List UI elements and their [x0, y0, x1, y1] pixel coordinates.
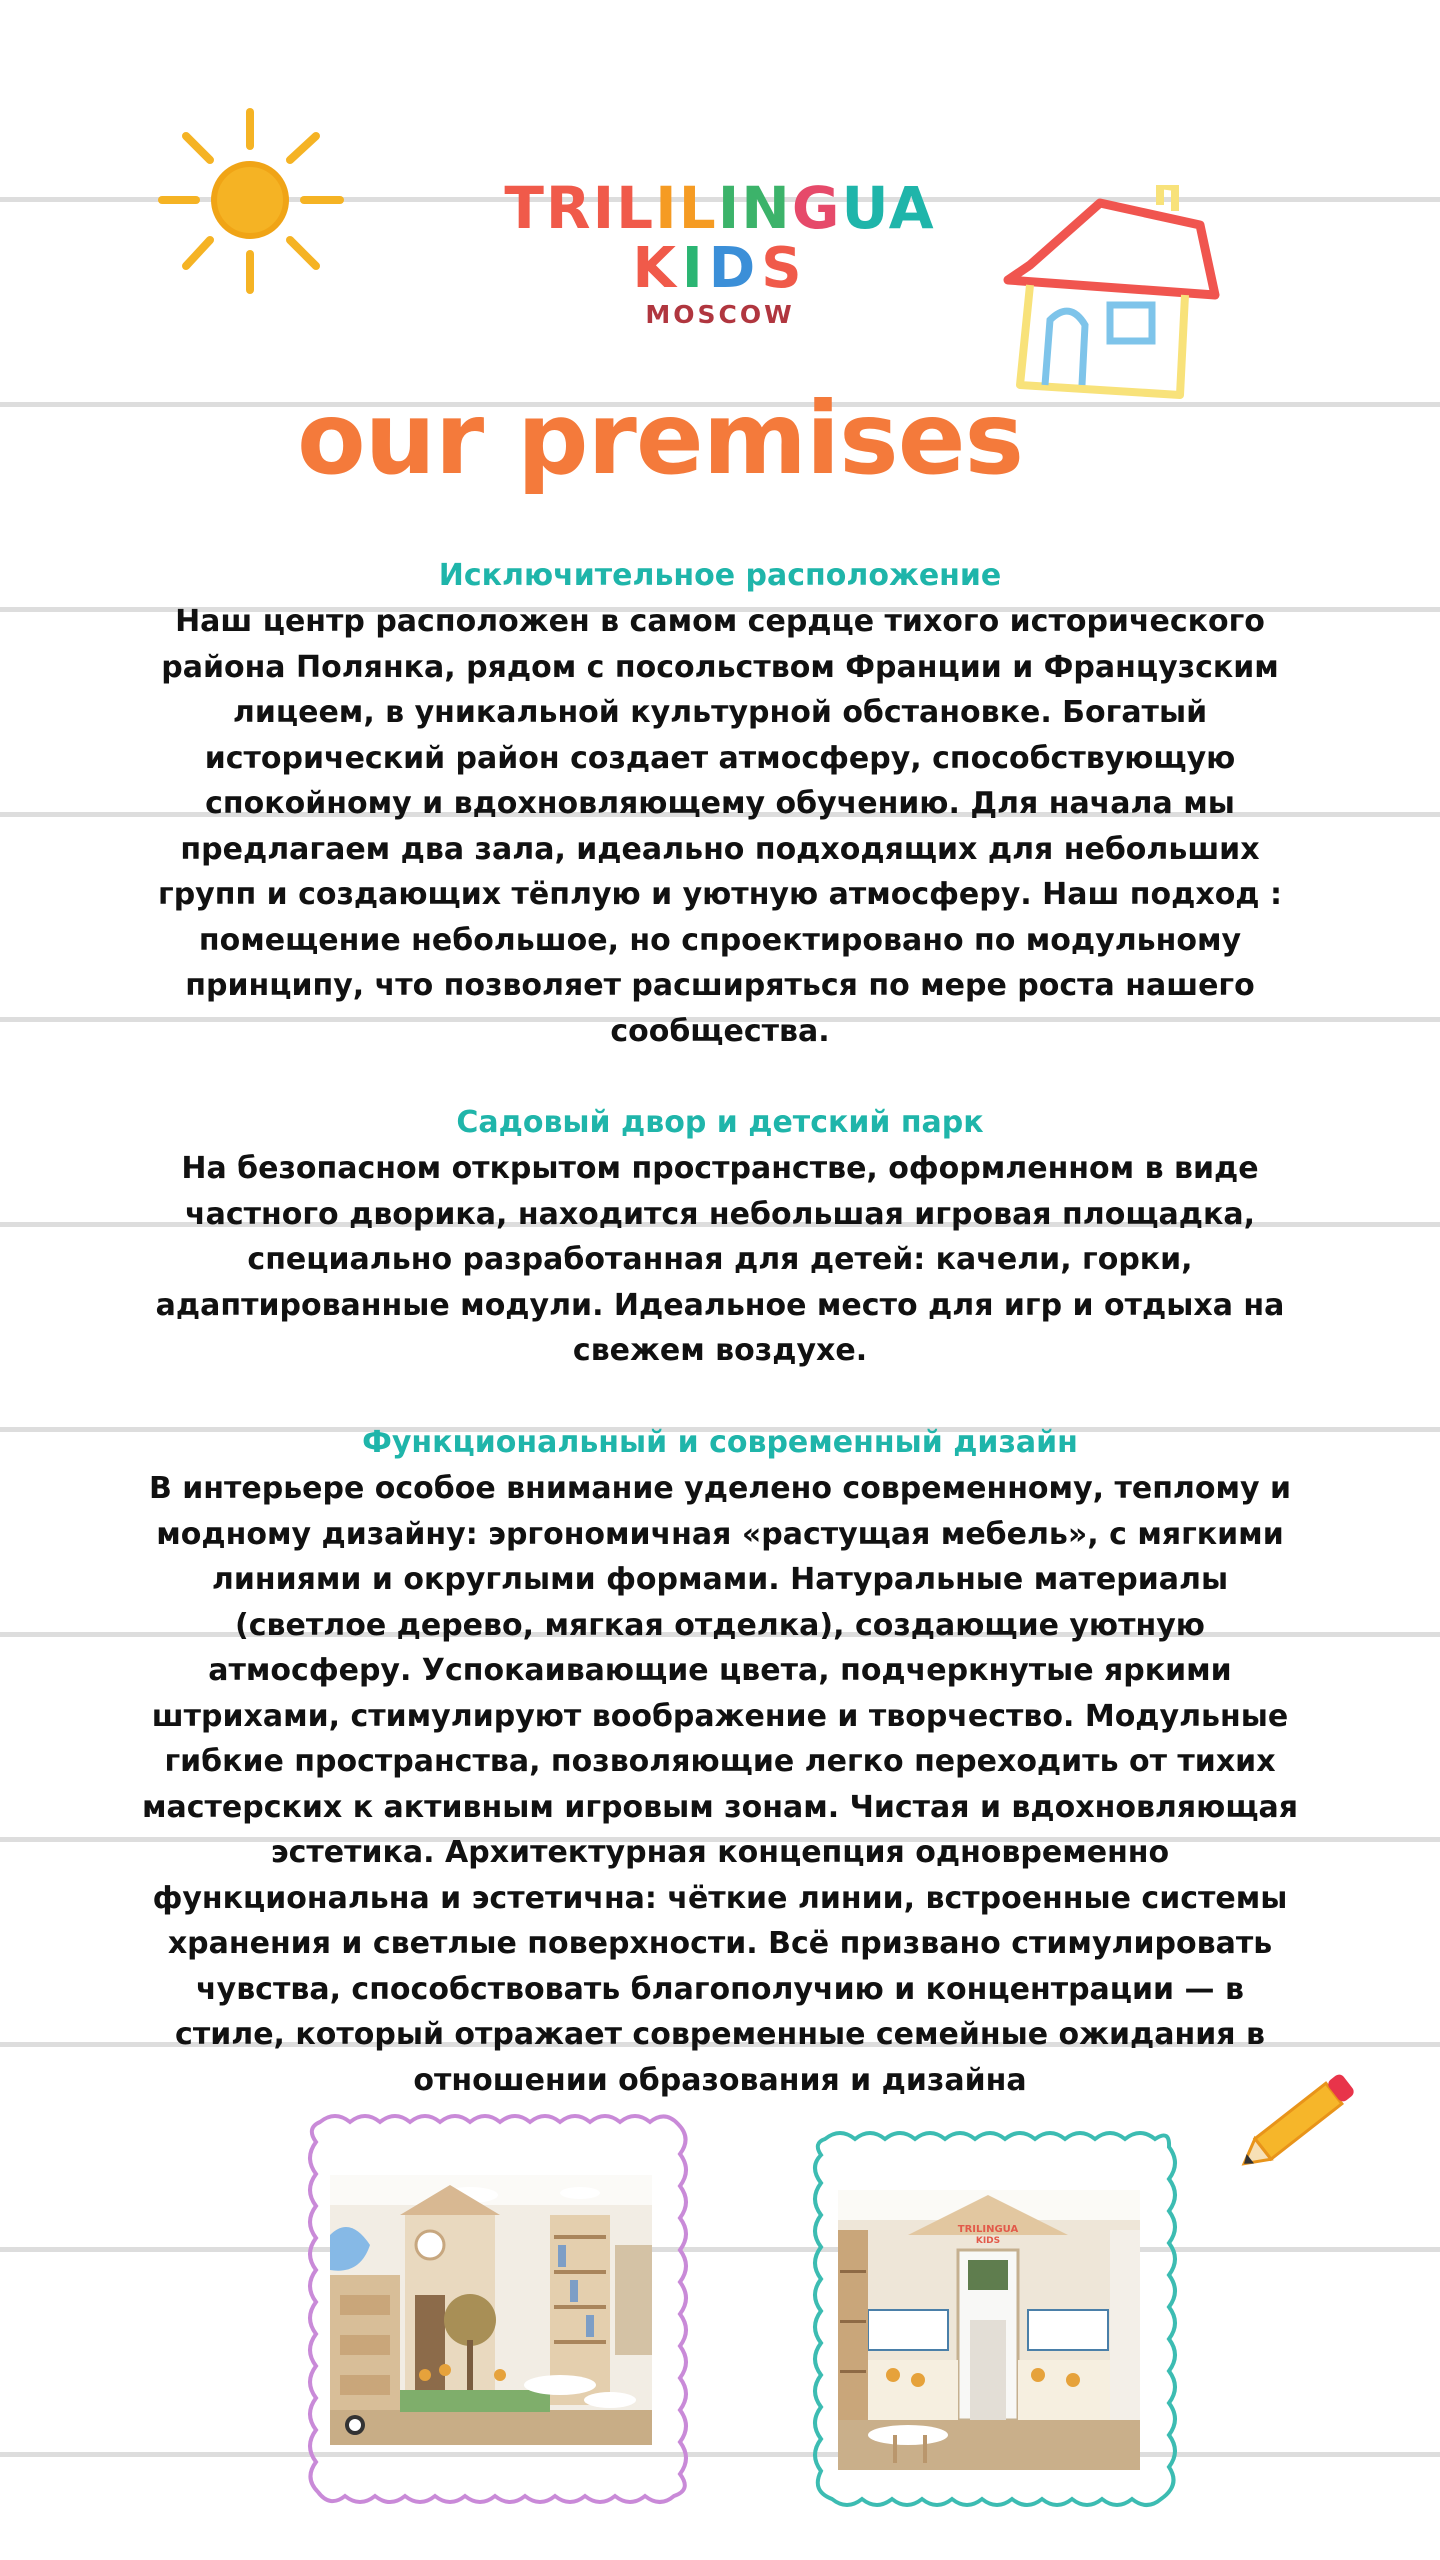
svg-text:TRILINGUA: TRILINGUA — [957, 2224, 1019, 2235]
section-heading: Функциональный и современный дизайн — [362, 1425, 1078, 1460]
section-heading: Садовый двор и детский парк — [456, 1105, 984, 1140]
interior-photo-left — [330, 2175, 652, 2445]
section-garden — [120, 1100, 1320, 1374]
section-design — [120, 1420, 1320, 2103]
section-heading: Исключительное расположение — [438, 558, 1002, 593]
section-body: На безопасном открытом пространстве, оформленном в виде частного дворика, находится небольшая игровая площадка, специально разработанная для детей: качели, горки, адаптированные модули. Идеальное место для игр и отдыха на свежем воздухе. — [155, 1151, 1285, 1368]
section-location — [120, 553, 1320, 1054]
interior-photo-right — [838, 2190, 1140, 2470]
page-title: our premises — [296, 380, 1024, 497]
logo-kids: KIDS — [632, 236, 808, 301]
brand-logo — [0, 174, 1440, 329]
svg-text:KIDS: KIDS — [975, 2236, 1001, 2246]
pencil-icon — [1225, 2055, 1375, 2185]
logo-city: MOSCOW — [645, 300, 795, 329]
logo-wordmark: TRILILINGUA — [504, 174, 936, 242]
section-body: Наш центр расположен в самом сердце тихого исторического района Полянка, рядом с посольством Франции и Французским лицеем, в уникальной культурной обстановке. Богатый исторический район создает атмосферу, способствующую спокойному и вдохновляющему обучению. Для начала мы предлагаем два зала, идеально подходящих для небольших групп и создающих тёплую и уютную атмосферу. Наш подход : помещение небольшое, но спроектировано по модульному принципу, что позволяет расширяться по мере роста нашего сообщества. — [158, 604, 1282, 1049]
section-body: В интерьере особое внимание уделено современному, теплому и модному дизайну: эргономичная «растущая мебель», с мягкими линиями и округлыми формами. Натуральные материалы (светлое дерево, мягкая отделка), создающие уютную атмосферу. Успокаивающие цвета, подчеркнутые яркими штрихами, стимулируют воображение и творчество. Модульные гибкие пространства, позволяющие легко переходить от тихих мастерских к активным игровым зонам. Чистая и вдохновляющая эстетика. Архитектурная концепция одновременно функциональна и эстетична: чёткие линии, встроенные системы хранения и светлые поверхности. Всё призвано стимулировать чувства, способствовать благополучию и концентрации — в стиле, который отражает современные семейные ожидания в отношении образования и дизайна — [142, 1471, 1298, 2098]
